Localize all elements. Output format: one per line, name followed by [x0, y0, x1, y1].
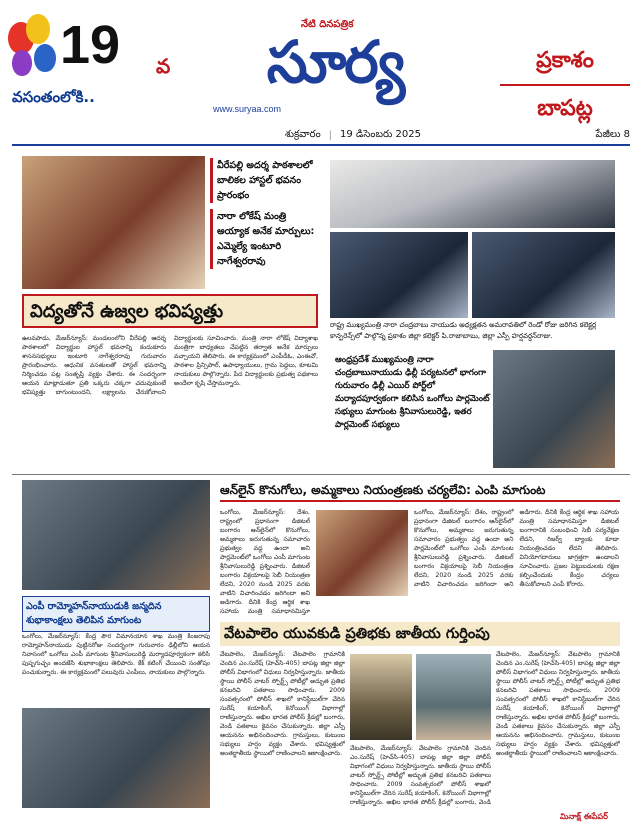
story1-bullets [210, 158, 318, 269]
balloon-purple [12, 50, 32, 76]
kayaking-photo [416, 654, 491, 740]
anniversary-badge [8, 10, 193, 122]
newspaper-name: సూర్య [266, 28, 404, 96]
anniversary-suffix: వ [156, 54, 171, 78]
vetapalem-body: వేటపాలెం, మేజర్‌న్యూస్‌: వేటపాలెం గ్రామానికి చెందిన ఎం.సురేష్ (హెచ్‌సి-405) బాపట్ల జిల్లా జిల్లా పోలీస్ విభాగంలో విధులు నిర్వహిస్తున్నారు. జాతీయ స్థాయి పోలీస్ వాటర్ స్పోర్ట్స్ పోటీల్లో అద్భుత ప్రతిభ కనబరిచి పతకాలు సాధించారు. 2009 సంవత్సరంలో పోలీస్ శాఖలో కానిస్టేబుల్‌గా చేరిన సురేష్ కయాకింగ్, కెనోయింగ్ విభాగాల్లో రాణిస్తున్నారు. అఖిల భారత పోలీస్ క్రీడల్లో బంగారు, వెండి పతకాలు కైవసం చేసుకున్నారు. జిల్లా ఎస్పీ ఆయనను అభినందించారు. గ్రామస్తులు, కుటుంబ సభ్యులు హర్షం వ్యక్తం చేశారు. భవిష్యత్తులో అంతర్జాతీయ స్థాయిలో రాణించాలని ఆకాంక్షించారు. [220, 651, 345, 757]
rammohan-body: ఒంగోలు, మేజర్‌న్యూస్‌: కేంద్ర పౌర విమానయాన శాఖ మంత్రి కింజరాపు రామ్మోహన్‌నాయుడు పుట్టినరోజు సందర్భంగా గురువారం ఢిల్లీలోని ఆయన నివాసంలో ఒంగోలు ఎంపీ మాగుంట శ్రీనివాసులురెడ్డి మర్యాదపూర్వకంగా కలిసి పుష్పగుచ్ఛం అందజేసి శుభాకాంక్షలు తెలిపారు. కేక్ కటింగ్ చేయించి సంతోషం పంచుకున్నారు. ఈ కార్యక్రమంలో పలువురు ఎంపీలు, నాయకులు పాల్గొన్నారు. [22, 633, 210, 676]
masthead-rule [12, 144, 630, 146]
tagline: నేటి దినపత్రిక [301, 19, 354, 30]
mid-rule [12, 474, 630, 475]
online-body-right: ఒంగోలు, మేజర్‌న్యూస్‌: దేశం, రాష్ట్రంలో ప్రధానంగా డిజిటల్ బంగారం ఆన్‌లైన్‌లో కొనుగోలు, అమ్మకాలు జరుగుతున్న సమాచారం ప్రభుత్వం వద్ద ఉందా అని పార్లమెంట్‌లో ఒంగోలు ఎంపీ మాగుంట శ్రీనివాసులురెడ్డి ప్రశ్నించారు. డిజిటల్ బంగారం విక్రయాలపై సెబీ నియంత్రణ లేదని, 2020 నుండి 2025 వరకు వాటిని విచారించడం జరిగిందా అని అడిగారు. దీనికి కేంద్ర ఆర్థిక శాఖ సహాయ మంత్రి సమాధానమిస్తూ డిజిటల్ బంగారానికి సంబంధించి సెబీ పర్యవేక్షణ లేదని, రిజర్వ్ బ్యాంకు కూడా నియంత్రించడం లేదని తెలిపారు. వినియోగదారులు జాగ్రత్తగా ఉండాలని సూచించారు. ప్రజల పెట్టుబడులకు రక్షణ కల్పించేందుకు కేంద్రం చర్యలు తీసుకోవాలని ఎంపీ కోరారు. [414, 509, 619, 588]
vetapalem-headline[interactable]: వేటపాలెం యువకుడి ప్రతిభకు జాతీయ గుర్తింపు [224, 626, 490, 642]
online-body-left: ఒంగోలు, మేజర్‌న్యూస్‌: దేశం, రాష్ట్రంలో ప్రధానంగా డిజిటల్ బంగారం ఆన్‌లైన్‌లో కొనుగోలు, అమ్మకాలు జరుగుతున్న సమాచారం ప్రభుత్వం వద్ద ఉందా అని పార్లమెంట్‌లో ఒంగోలు ఎంపీ మాగుంట శ్రీనివాసులురెడ్డి ప్రశ్నించారు. డిజిటల్ బంగారం విక్రయాలపై సెబీ నియంత్రణ లేదని, 2020 నుండి 2025 వరకు వాటిని విచారించడం జరిగిందా అని అడిగారు. దీనికి కేంద్ర ఆర్థిక శాఖ సహాయ మంత్రి సమాధానమిస్తూ [220, 509, 310, 615]
balloon-yellow [26, 14, 50, 44]
cm-meeting-photo [493, 350, 615, 468]
anniversary-text: వసంతంలోకి.. [12, 88, 95, 106]
vetapalem-body-bottom: వేటపాలెం, మేజర్‌న్యూస్‌: వేటపాలెం గ్రామానికి చెందిన ఎం.సురేష్ (హెచ్‌సి-405) బాపట్ల జిల్లా జిల్లా పోలీస్ విభాగంలో విధులు నిర్వహిస్తున్నారు. జాతీయ స్థాయి పోలీస్ వాటర్ స్పోర్ట్స్ పోటీల్లో అద్భుత ప్రతిభ కనబరిచి పతకాలు సాధించారు. 2009 సంవత్సరంలో పోలీస్ శాఖలో కానిస్టేబుల్‌గా చేరిన సురేష్ కయాకింగ్, కెనోయింగ్ విభాగాల్లో రాణిస్తున్నారు. అఖిల భారత పోలీస్ క్రీడల్లో బంగారు, వెండి [350, 745, 491, 806]
dateline: శుక్రవారం | 19 డిసెంబరు 2025 పేజీలు 8 [285, 129, 630, 141]
story1-headline-box [22, 294, 318, 328]
story1-headline[interactable]: విద్యతోనే ఉజ్వల భవిష్యత్తు [30, 301, 224, 322]
vetapalem-body-right: వేటపాలెం, మేజర్‌న్యూస్‌: వేటపాలెం గ్రామానికి చెందిన ఎం.సురేష్ (హెచ్‌సి-405) బాపట్ల జిల్లా జిల్లా పోలీస్ విభాగంలో విధులు నిర్వహిస్తున్నారు. జాతీయ స్థాయి పోలీస్ వాటర్ స్పోర్ట్స్ పోటీల్లో అద్భుత ప్రతిభ కనబరిచి పతకాలు సాధించారు. 2009 సంవత్సరంలో పోలీస్ శాఖలో కానిస్టేబుల్‌గా చేరిన సురేష్ కయాకింగ్, కెనోయింగ్ విభాగాల్లో రాణిస్తున్నారు. అఖిల భారత పోలీస్ క్రీడల్లో బంగారు, వెండి పతకాలు కైవసం చేసుకున్నారు. జిల్లా ఎస్పీ ఆయనను అభినందించారు. గ్రామస్తులు, కుటుంబ సభ్యులు హర్షం వ్యక్తం చేశారు. భవిష్యత్తులో అంతర్జాతీయ స్థాయిలో రాణించాలని ఆకాంక్షించారు. [496, 651, 620, 757]
conference-caption: రాష్ట్ర ముఖ్యమంత్రి నారా చంద్రబాబు నాయుడు అధ్యక్షతన అమరావతిలో రెండో రోజు జరిగిన కలెక్టర్ల కాన్ఫరెన్స్‌లో పాల్గొన్న ప్రకాశం జిల్లా కలెక్టర్ పి.రాజాబాబు, జిల్లా ఎస్పీ హర్షవర్ధన్‌రాజు. [330, 321, 597, 340]
anniversary-number: 19 [60, 15, 121, 75]
vetapalem-headline-box [220, 622, 620, 646]
conference-photo-right [472, 232, 615, 318]
date: 19 డిసెంబరు 2025 [340, 129, 421, 140]
conference-photo-top [330, 160, 615, 228]
online-headline[interactable]: ఆన్‌లైన్ కొనుగోలు, అమ్మకాలు నియంత్రణకు చర్యలేవి: ఎంపి మాగుంట [220, 483, 546, 497]
constable-photo [350, 654, 412, 740]
rammohan-headline-box [22, 596, 210, 632]
cm-meeting-text: ఆంధ్రప్రదేశ్ ముఖ్యమంత్రి నారా చంద్రబాబునాయుడు ఢిల్లీ పర్యటనలో భాగంగా గురువారం ఢిల్లీ ఎయిర్ పోర్ట్‌లో మర్యాదపూర్వకంగా కలిసిన ఒంగోలు పార్లమెంట్ సభ్యులు మాగుంట శ్రీనివాసులురెడ్డి, ఇతర పార్లమెంట్ సభ్యులు [335, 355, 490, 430]
conference-photo-left [330, 232, 468, 318]
edition-name [500, 38, 630, 132]
mp-magunta-photo [316, 510, 408, 596]
group-photo [22, 708, 210, 808]
rammohan-headline[interactable]: ఎంపీ రామ్మోహన్‌నాయుడుకి జన్మదిన శుభాకాంక్షలు తెలిపిన మాగుంట [26, 601, 162, 626]
footer-brand: మినాక్ష్‌ ఈపేపర్ [560, 812, 608, 821]
edition-district-2: బాపట్ల [537, 96, 593, 121]
edition-district-1: ప్రకాశం [500, 38, 630, 86]
balloon-blue [34, 44, 56, 72]
birthday-photo [22, 480, 210, 590]
page-count: పేజీలు 8 [595, 129, 630, 140]
ribbon-cutting-photo [22, 156, 205, 289]
story1-body: ఉలవపాడు, మేజర్‌న్యూస్‌: మండలంలోని వీరేపల్లి ఆదర్శ పాఠశాలలో విద్యార్థుల హాస్టల్ భవనాన్ని కందుకూరు శాసనసభ్యులు ఇంటూరి నాగేశ్వరరావు గురువారం ప్రారంభించారు. ఆధునిక వసతులతో హాస్టల్ భవనాన్ని నిర్మించడం పట్ల సంతృప్తి వ్యక్తం చేశారు. ఈ సందర్భంగా ఆయన మాట్లాడుతూ ప్రతి ఒక్కరు చక్కగా చదువుకుంటే భవిష్యత్తు బాగుంటుందని, లక్ష్యాలను చేరుకోవాలని విద్యార్థులకు సూచించారు. మంత్రి నారా లోకేష్ విద్యాశాఖ మంత్రిగా బాధ్యతలు చేపట్టిన తర్వాత అనేక మార్పులు వచ్చాయని తెలిపారు. ఈ కార్యక్రమంలో ఎంపీడీఓ, ఎంఈవో, పాఠశాల ప్రిన్సిపాల్, ఉపాధ్యాయులు, గ్రామ పెద్దలు, కూటమి నాయకులు పాల్గొన్నారు. పేద విద్యార్థులకు ప్రభుత్వ పథకాలు అందేలా కృషి చేస్తామన్నారు. [22, 335, 318, 396]
story1-bullet-2: నారా లోకేష్ మంత్రి అయ్యాక అనేక మార్పులు: ఎమ్మెల్యే ఇంటూరి నాగేశ్వరరావు [210, 209, 318, 269]
day: శుక్రవారం [285, 129, 321, 140]
website-url[interactable]: www.suryaa.com [213, 104, 282, 114]
online-headline-box [220, 480, 620, 502]
newspaper-masthead[interactable] [205, 18, 465, 128]
story1-bullet-1: వీరేపల్లి అదర్శ పాఠశాలలో బాలికల హాస్టల్ భవనం ప్రారంభం [210, 158, 318, 203]
